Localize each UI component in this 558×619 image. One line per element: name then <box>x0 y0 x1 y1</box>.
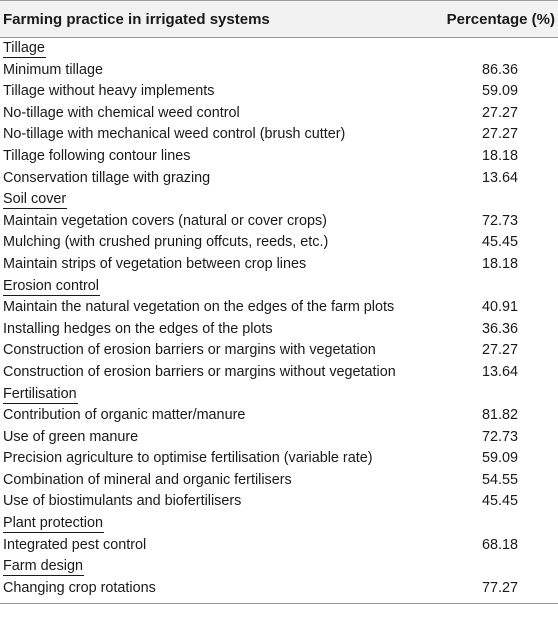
section-cell <box>0 276 446 298</box>
table-row <box>0 535 558 557</box>
practice-percentage: 13.64 <box>482 363 519 380</box>
section-cell <box>0 556 446 578</box>
table-row <box>0 146 558 168</box>
section-empty-cell <box>446 276 558 298</box>
practice-name: No-tillage with chemical weed control <box>3 104 240 121</box>
practice-percentage: 72.73 <box>482 428 519 445</box>
table-row <box>0 211 558 233</box>
header-percentage: Percentage (%) <box>446 10 555 28</box>
practice-name: Minimum tillage <box>3 61 103 78</box>
table-row <box>0 578 558 600</box>
table-row <box>0 254 558 276</box>
practice-name: Integrated pest control <box>3 536 147 553</box>
practice-name: Use of biostimulants and biofertilisers <box>3 493 242 510</box>
table-row <box>0 297 558 319</box>
section-cell <box>0 384 446 406</box>
table-row <box>0 60 558 82</box>
table-row <box>0 232 558 254</box>
practice-percentage: 27.27 <box>482 126 519 143</box>
section-empty-cell <box>446 556 558 578</box>
practice-name: Construction of erosion barriers or margins with vegetation <box>3 342 376 359</box>
practice-percentage: 13.64 <box>482 169 519 186</box>
table-row <box>0 448 558 470</box>
table-row <box>0 124 558 146</box>
practice-percentage: 77.27 <box>482 579 519 596</box>
practice-name: No-tillage with mechanical weed control (brush cutter) <box>3 126 346 143</box>
section-cell <box>0 189 446 211</box>
section-empty-cell <box>446 38 558 60</box>
practice-name: Installing hedges on the edges of the plots <box>3 320 273 337</box>
table-row <box>0 168 558 190</box>
section-title: Tillage <box>3 40 45 56</box>
table-bottom-rule <box>0 603 558 604</box>
table-row <box>0 470 558 492</box>
table-row <box>0 340 558 362</box>
table-body <box>0 38 558 599</box>
practice-name: Changing crop rotations <box>3 579 156 596</box>
practice-name: Combination of mineral and organic fertilisers <box>3 471 292 488</box>
practice-percentage: 54.55 <box>482 471 519 488</box>
practice-percentage: 36.36 <box>482 320 519 337</box>
practice-percentage: 18.18 <box>482 147 519 164</box>
section-title: Soil cover <box>3 191 67 208</box>
section-title: Erosion control <box>3 277 99 294</box>
practice-name: Construction of erosion barriers or margins without vegetation <box>3 363 396 380</box>
practice-percentage: 27.27 <box>482 104 519 121</box>
practice-name: Mulching (with crushed pruning offcuts, reeds, etc.) <box>3 234 329 251</box>
section-empty-cell <box>446 189 558 211</box>
section-row <box>0 38 558 60</box>
section-row <box>0 384 558 406</box>
section-cell <box>0 513 446 535</box>
table-row <box>0 319 558 341</box>
table-header <box>0 0 558 38</box>
practice-name: Contribution of organic matter/manure <box>3 407 246 424</box>
practice-percentage: 81.82 <box>482 407 519 424</box>
practice-percentage: 59.09 <box>482 450 519 467</box>
practice-name: Maintain the natural vegetation on the edges of the farm plots <box>3 299 395 316</box>
practice-percentage: 68.18 <box>482 536 519 553</box>
section-empty-cell <box>446 384 558 406</box>
practices-table <box>0 38 558 599</box>
practice-percentage: 40.91 <box>482 299 519 316</box>
practice-name: Tillage following contour lines <box>3 147 191 164</box>
section-row <box>0 276 558 298</box>
practice-percentage: 59.09 <box>482 83 519 100</box>
section-title: Fertilisation <box>3 385 77 402</box>
table-row <box>0 405 558 427</box>
practice-name: Precision agriculture to optimise fertilisation (variable rate) <box>3 450 373 467</box>
practice-name: Tillage without heavy implements <box>3 83 215 100</box>
table-row <box>0 103 558 125</box>
practice-percentage: 86.36 <box>482 61 519 78</box>
practice-percentage: 45.45 <box>482 234 519 251</box>
header-practice: Farming practice in irrigated systems <box>3 10 270 28</box>
section-title: Plant protection <box>3 515 103 532</box>
section-cell <box>0 38 446 60</box>
practice-percentage: 27.27 <box>482 342 519 359</box>
practice-percentage: 45.45 <box>482 493 519 510</box>
section-row <box>0 189 558 211</box>
section-row <box>0 556 558 578</box>
table-row <box>0 427 558 449</box>
practice-name: Maintain vegetation covers (natural or cover crops) <box>3 212 327 229</box>
practice-name: Maintain strips of vegetation between crop lines <box>3 255 307 272</box>
table-row <box>0 491 558 513</box>
practice-percentage: 18.18 <box>482 255 519 272</box>
table-row <box>0 81 558 103</box>
section-row <box>0 513 558 535</box>
practice-name: Conservation tillage with grazing <box>3 169 211 186</box>
section-empty-cell <box>446 513 558 535</box>
practice-percentage: 72.73 <box>482 212 519 229</box>
section-title: Farm design <box>3 558 83 575</box>
practice-name: Use of green manure <box>3 428 139 445</box>
table-row <box>0 362 558 384</box>
